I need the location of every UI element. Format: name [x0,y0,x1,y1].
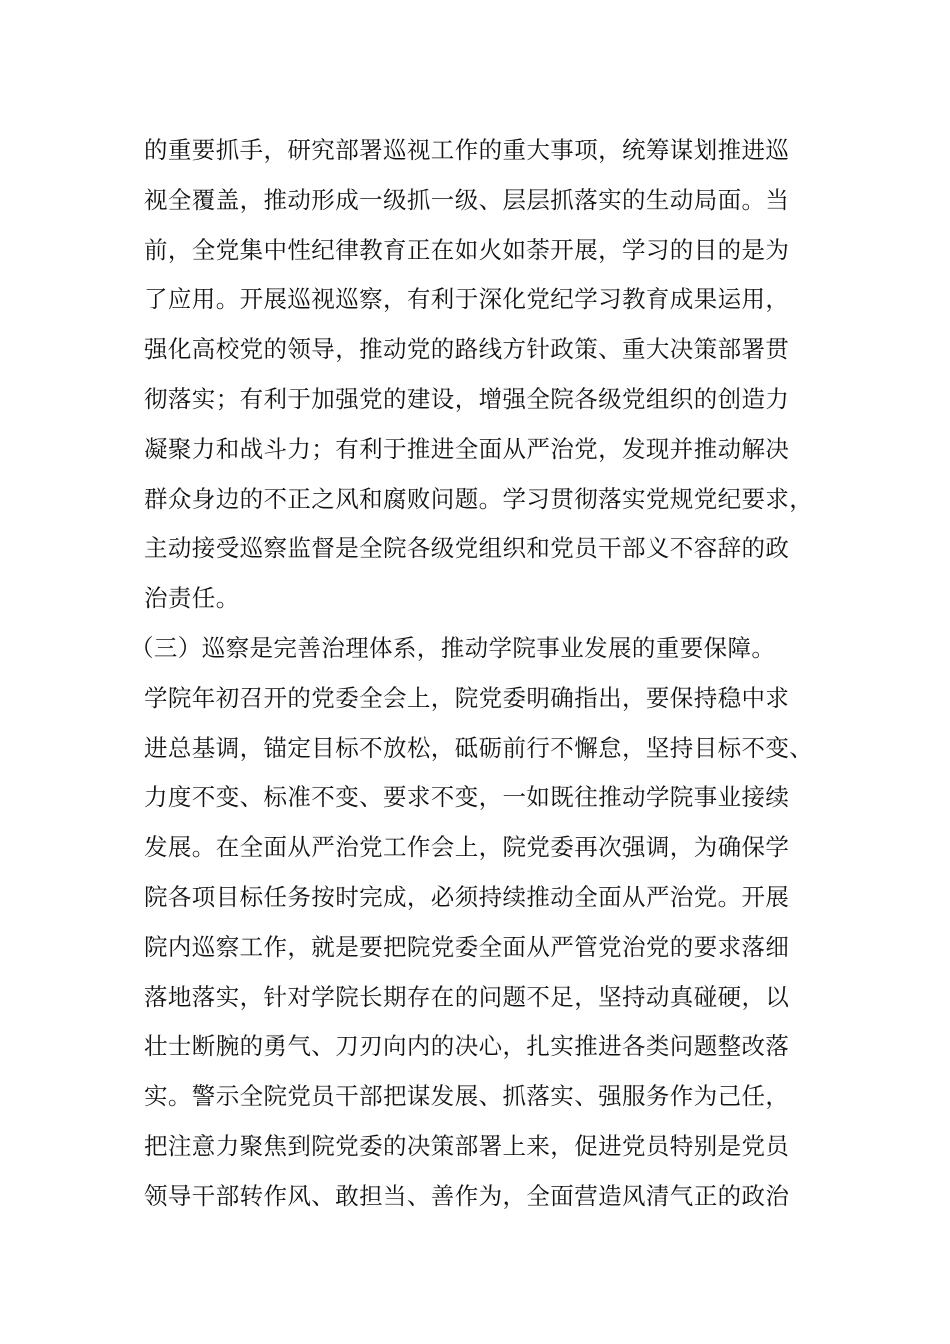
text-line: 凝聚力和战斗力；有利于推进全面从严治党，发现并推动解决 [144,434,790,463]
text-line: 实。警示全院党员干部把谋发展、抓落实、强服务作为己任， [144,1082,790,1111]
text-line: 群众身边的不正之风和腐败问题。学习贯彻落实党规党纪要求， [144,484,814,513]
text-line: 前，全党集中性纪律教育正在如火如荼开展，学习的目的是为 [144,235,790,264]
text-line: 的重要抓手，研究部署巡视工作的重大事项，统筹谋划推进巡 [144,136,790,164]
text-line: 视全覆盖，推动形成一级抓一级、层层抓落实的生动局面。当 [144,185,790,214]
text-line: 治责任。 [144,584,240,613]
text-line: 学院年初召开的党委全会上，院党委明确指出，要保持稳中求 [144,683,790,712]
text-line: 主动接受巡察监督是全院各级党组织和党员干部义不容辞的政 [144,534,790,563]
text-line: 院内巡察工作，就是要把院党委全面从严管党治党的要求落细 [144,932,790,961]
text-line: 彻落实；有利于加强党的建设，增强全院各级党组织的创造力 [144,384,790,413]
text-line: 壮士断腕的勇气、刀刃向内的决心，扎实推进各类问题整改落 [144,1032,790,1061]
text-line: 领导干部转作风、敢担当、善作为，全面营造风清气正的政治 [144,1181,790,1210]
text-line: 发展。在全面从严治党工作会上，院党委再次强调，为确保学 [144,833,790,862]
text-line: 强化高校党的领导，推动党的路线方针政策、重大决策部署贯 [144,335,790,364]
text-line: 力度不变、标准不变、要求不变，一如既往推动学院事业接续 [144,783,790,812]
text-line: 进总基调，锚定目标不放松，砥砺前行不懈怠，坚持目标不变、 [144,733,814,762]
text-line: 把注意力聚焦到院党委的决策部署上来，促进党员特别是党员 [144,1131,790,1160]
body-text [130,126,844,1222]
text-line: 院各项目标任务按时完成，必须持续推动全面从严治党。开展 [144,882,790,911]
section-heading: （三）巡察是完善治理体系，推动学院事业发展的重要保障。 [130,633,776,662]
text-line: 了应用。开展巡视巡察，有利于深化党纪学习教育成果运用， [144,285,790,314]
text-line: 落地落实，针对学院长期存在的问题不足，坚持动真碰硬，以 [144,982,790,1011]
